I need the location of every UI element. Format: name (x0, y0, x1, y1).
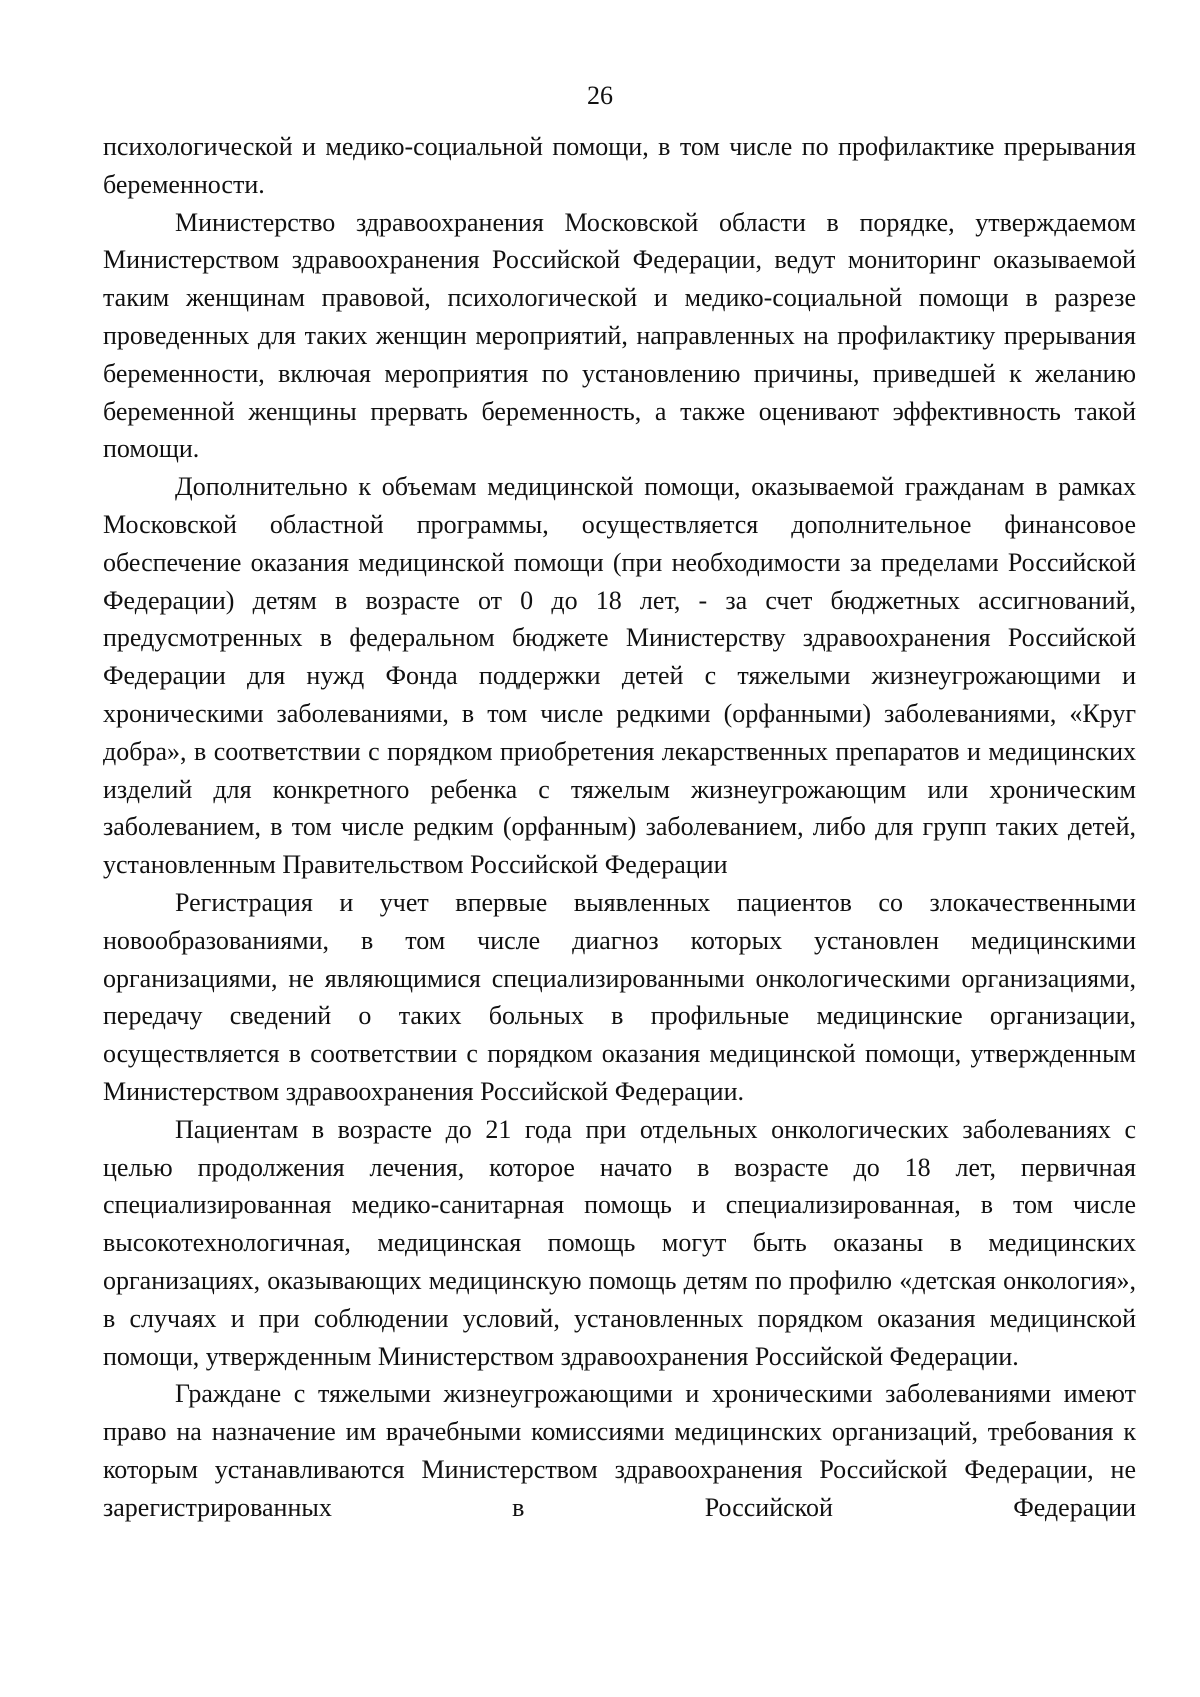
paragraph-continued-from-previous-page: психологической и медико-социальной помощи, в том числе по профилактике прерывания беременности. (103, 132, 1136, 199)
paragraph-additional-funding-children: Дополнительно к объемам медицинской помощи, оказываемой гражданам в рамках Московской областной программы, осуществляется дополнительное финансовое обеспечение оказания медицинской помощи (при необходимости за пределами Российской Федерации) детям в возрасте от 0 до 18 лет, - за счет бюджетных ассигнований, предусмотренных в федеральном бюджете Министерству здравоохранения Российской Федерации для нужд Фонда поддержки детей с тяжелыми жизнеугрожающими и хроническими заболеваниями, в том числе редкими (орфанными) заболеваниями, «Круг добра», в соответствии с порядком приобретения лекарственных препаратов и медицинских изделий для конкретного ребенка с тяжелым жизнеугрожающим или хроническим заболеванием, в том числе редким (орфанным) заболеванием, либо для групп таких детей, установленным Правительством Российской Федерации (103, 472, 1136, 880)
paragraph-unregistered-medicines: Граждане с тяжелыми жизнеугрожающими и хроническими заболеваниями имеют право на назначение им врачебными комиссиями медицинских организаций, требования к которым устанавливаются Министерством здравоохранения Российской Федерации, не зарегистрированных в Российской Федерации (103, 1379, 1136, 1522)
page-number: 26 (587, 81, 613, 110)
paragraph-ministry-monitoring: Министерство здравоохранения Московской области в порядке, утверждаемом Министерством здравоохранения Российской Федерации, ведут мониторинг оказываемой таким женщинам правовой, психологической и медико-социальной помощи в разрезе проведенных для таких женщин мероприятий, направленных на профилактику прерывания беременности, включая мероприятия по установлению причины, приведшей к желанию беременной женщины прервать беременность, а также оценивают эффективность такой помощи. (103, 207, 1136, 464)
document-body (103, 128, 1136, 1526)
paragraph-patients-under-21: Пациентам в возрасте до 21 года при отдельных онкологических заболеваниях с целью продолжения лечения, которое начато в возрасте до 18 лет, первичная специализированная медико-санитарная помощь и специализированная, в том числе высокотехнологичная, медицинская помощь могут быть оказаны в медицинских организациях, оказывающих медицинскую помощь детям по профилю «детская онкология», в случаях и при соблюдении условий, установленных порядком оказания медицинской помощи, утвержденным Министерством здравоохранения Российской Федерации. (103, 1114, 1136, 1371)
paragraph-oncology-registration: Регистрация и учет впервые выявленных пациентов со злокачественными новообразованиями, в том числе диагноз которых установлен медицинскими организациями, не являющимися специализированными онкологическими организациями, передачу сведений о таких больных в профильные медицинские организации, осуществляется в соответствии с порядком оказания медицинской помощи, утвержденным Министерством здравоохранения Российской Федерации. (103, 887, 1136, 1106)
